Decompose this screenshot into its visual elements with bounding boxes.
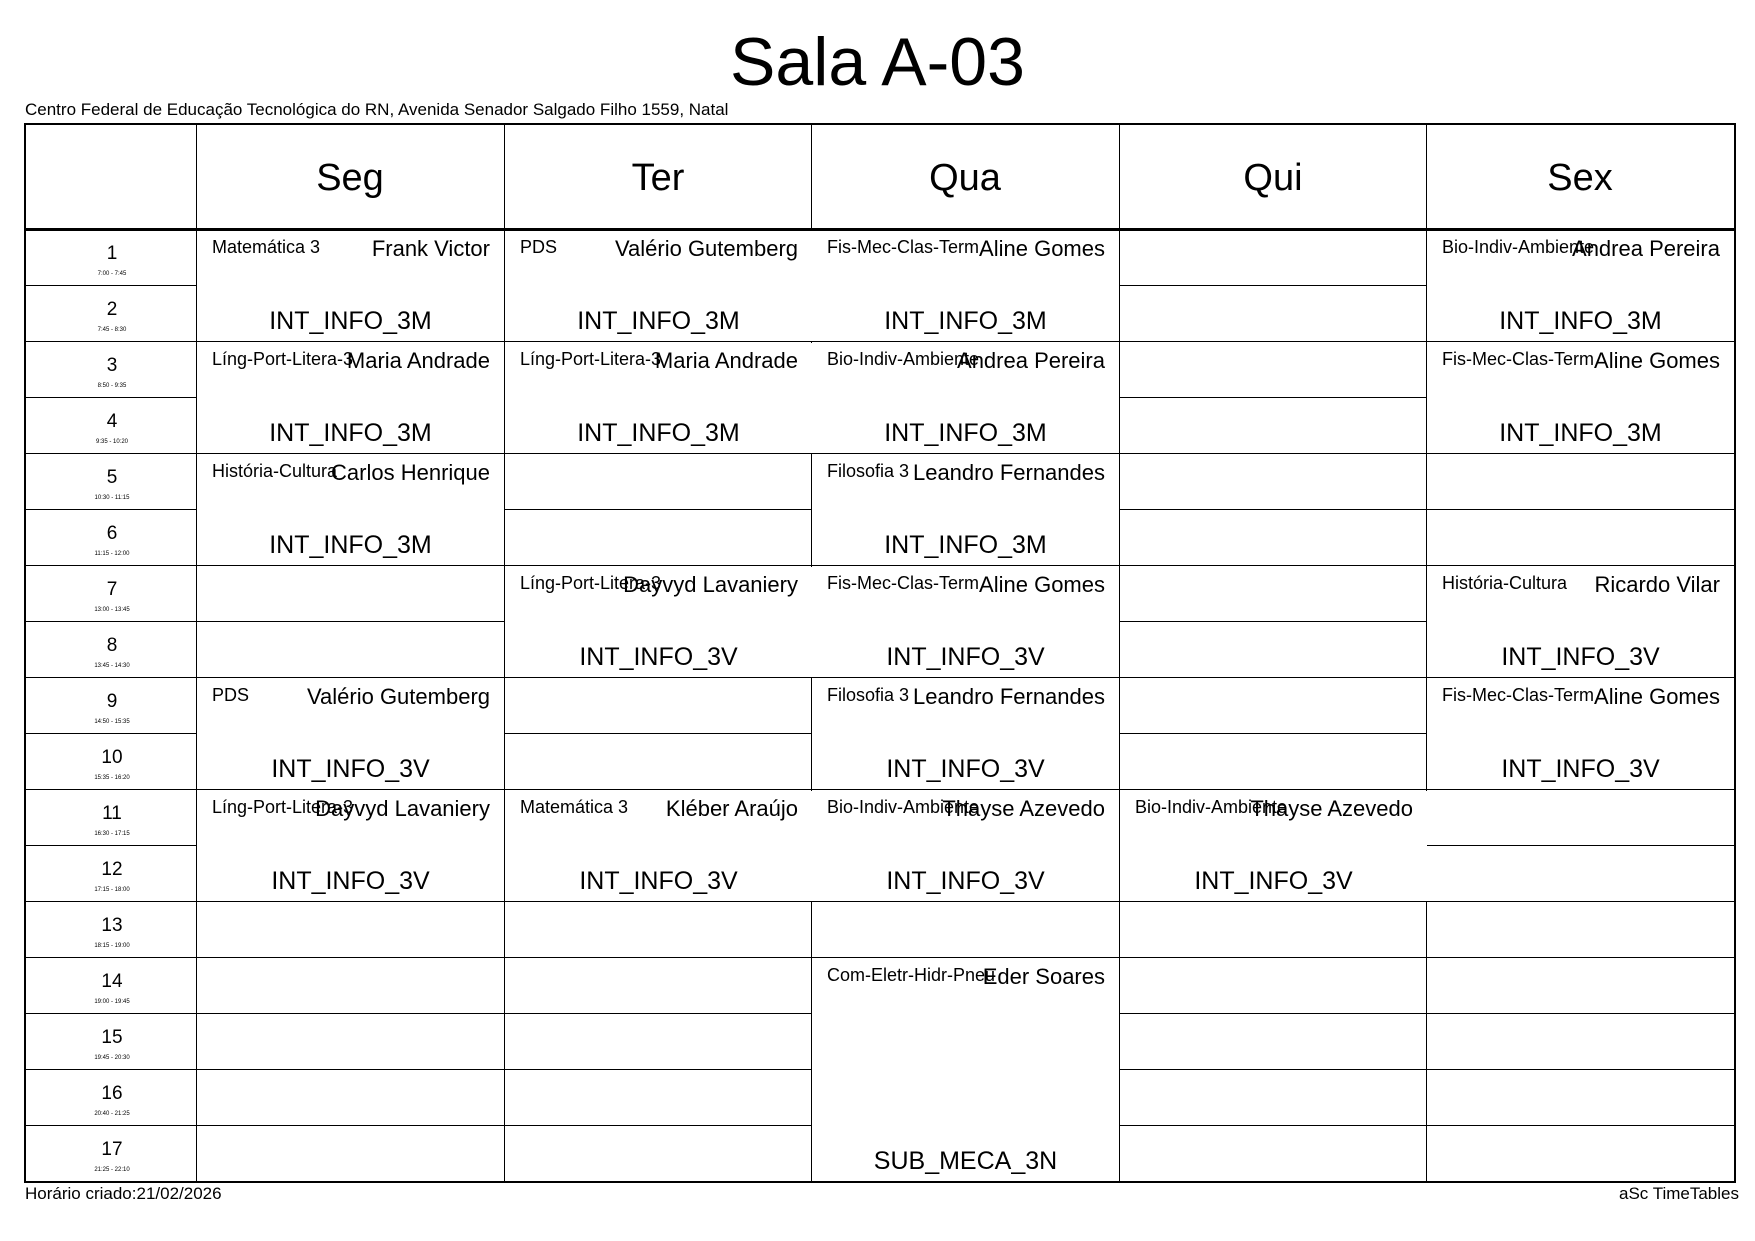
grid-row-line [26,901,1734,902]
period-cell [26,1069,198,1125]
lesson-teacher: Ricardo Vilar [1594,572,1720,597]
lesson-subject: Líng-Port-Litera-3 [520,349,662,369]
period-cell [26,509,198,565]
day-header-ter: Ter [631,156,685,199]
lesson-subject: História-Cultura [1442,573,1568,593]
lesson-card[interactable] [197,679,504,789]
lesson-subject: Filosofia 3 [827,685,910,705]
lesson-class: INT_INFO_3M [577,307,740,335]
lesson-subject: Fis-Mec-Clas-Term [1442,685,1594,705]
period-number: 16 [101,1083,123,1104]
period-number: 3 [106,355,118,376]
period-time: 16:30 - 17:15 [94,831,130,837]
lesson-card[interactable] [812,791,1119,901]
lesson-subject: Fis-Mec-Clas-Term [827,573,979,593]
lesson-class: INT_INFO_3V [1194,867,1353,895]
lesson-subject: Matemática 3 [520,797,629,817]
period-number: 14 [101,971,123,992]
lesson-class: INT_INFO_3M [884,307,1047,335]
lesson-class: INT_INFO_3V [1501,643,1660,671]
lesson-class: INT_INFO_3M [269,419,432,447]
period-time: 14:50 - 15:35 [94,719,130,725]
lesson-teacher: Dayvyd Lavaniery [315,796,490,821]
day-header-qui: Qui [1243,156,1303,199]
lesson-teacher: Frank Victor [371,236,490,261]
lesson-subject: PDS [520,237,558,257]
lesson-class: INT_INFO_3M [577,419,740,447]
lesson-teacher: Kléber Araújo [665,796,798,821]
lesson-card[interactable] [812,959,1119,1181]
lesson-card[interactable] [1120,791,1427,901]
lesson-card[interactable] [1427,567,1734,677]
lesson-class: INT_INFO_3V [886,755,1045,783]
lesson-subject: História-Cultura [212,461,338,481]
lesson-subject: Líng-Port-Litera-3 [212,797,354,817]
page-title: Sala A-03 [730,24,1025,100]
lesson-teacher: Andrea Pereira [957,348,1105,373]
lesson-subject: Matemática 3 [212,237,321,257]
period-number: 7 [106,579,118,600]
timetable-grid [24,123,1736,1183]
period-cell [26,901,198,957]
lesson-class: INT_INFO_3M [1499,307,1662,335]
day-header-sex: Sex [1547,156,1613,199]
lesson-teacher: Maria Andrade [654,348,798,373]
grid-column-line [1119,125,1120,1181]
lesson-teacher: Thayse Azevedo [942,796,1105,821]
lesson-card[interactable] [505,567,812,677]
lesson-card[interactable] [812,343,1119,453]
period-number: 2 [106,299,118,320]
lesson-subject: Fis-Mec-Clas-Term [827,237,979,257]
grid-row-line [26,957,1734,958]
lesson-teacher: Andrea Pereira [1572,236,1720,261]
lesson-class: INT_INFO_3V [271,867,430,895]
lesson-class: INT_INFO_3V [1501,755,1660,783]
lesson-teacher: Aline Gomes [1594,684,1720,709]
period-cell [26,1013,198,1069]
lesson-card[interactable] [505,791,812,901]
period-number: 15 [101,1027,123,1048]
period-time: 18:15 - 19:00 [94,943,130,949]
lesson-subject: Com-Eletr-Hidr-Pneu [827,965,996,985]
period-cell [26,285,198,341]
lesson-class: INT_INFO_3V [886,867,1045,895]
day-header-qua: Qua [929,156,1001,199]
period-cell [26,789,198,845]
lesson-card[interactable] [812,567,1119,677]
lesson-card[interactable] [1427,231,1734,341]
period-cell [26,845,198,901]
period-time: 21:25 - 22:10 [94,1167,130,1173]
period-cell [26,957,198,1013]
lesson-teacher: Maria Andrade [346,348,490,373]
period-cell [26,565,198,621]
period-time: 19:45 - 20:30 [94,1055,130,1061]
lesson-card[interactable] [1427,679,1734,789]
lesson-teacher: Valério Gutemberg [306,684,490,709]
grid-row-line [26,453,1734,454]
period-number: 10 [101,747,123,768]
period-number: 5 [106,467,118,488]
lesson-card[interactable] [505,343,812,453]
lesson-subject: Bio-Indiv-Ambiente [1442,237,1595,257]
lesson-teacher: Valério Gutemberg [614,236,798,261]
lesson-teacher: Aline Gomes [979,236,1105,261]
period-number: 12 [101,859,123,880]
period-cell [26,733,198,789]
period-number: 6 [106,523,118,544]
lesson-class: INT_INFO_3M [1499,419,1662,447]
period-number: 1 [106,243,118,264]
period-time: 15:35 - 16:20 [94,775,130,781]
lesson-teacher: Aline Gomes [979,572,1105,597]
period-time: 13:00 - 13:45 [94,607,130,613]
lesson-card[interactable] [1427,343,1734,453]
period-cell [26,621,198,677]
period-cell [26,453,198,509]
lesson-subject: Fis-Mec-Clas-Term [1442,349,1594,369]
lesson-teacher: Leandro Fernandes [912,684,1105,709]
lesson-class: INT_INFO_3V [579,867,738,895]
period-time: 19:00 - 19:45 [94,999,130,1005]
created-date: Horário criado:21/02/2026 [25,1184,222,1203]
lesson-class: SUB_MECA_3N [873,1147,1058,1175]
period-number: 17 [101,1139,123,1160]
period-time: 8:50 - 9:35 [97,383,127,389]
period-number: 8 [106,635,118,656]
grid-row-line [26,789,1734,790]
lesson-teacher: Thayse Azevedo [1250,796,1413,821]
lesson-class: INT_INFO_3M [269,307,432,335]
lesson-card[interactable] [505,231,812,341]
period-cell [26,397,198,453]
grid-row-line [26,565,1734,566]
lesson-class: INT_INFO_3V [579,643,738,671]
period-cell [26,341,198,397]
grid-row-line [26,677,1734,678]
period-time: 20:40 - 21:25 [94,1111,130,1117]
lesson-class: INT_INFO_3V [271,755,430,783]
period-cell [26,677,198,733]
period-time: 11:15 - 12:00 [94,551,130,557]
lesson-class: INT_INFO_3M [269,531,432,559]
period-cell [26,229,198,285]
lesson-card[interactable] [197,343,504,453]
lesson-teacher: Eder Soares [982,964,1105,989]
period-number: 11 [102,803,122,824]
period-time: 7:00 - 7:45 [97,271,127,277]
lesson-class: INT_INFO_3V [886,643,1045,671]
period-time: 7:45 - 8:30 [97,327,127,333]
lesson-teacher: Leandro Fernandes [912,460,1105,485]
period-time: 17:15 - 18:00 [94,887,130,893]
period-number: 4 [106,411,118,432]
period-number: 13 [101,915,123,936]
lesson-card[interactable] [812,455,1119,565]
lesson-subject: Filosofia 3 [827,461,910,481]
lesson-teacher: Dayvyd Lavaniery [623,572,798,597]
lesson-card[interactable] [812,679,1119,789]
day-header-seg: Seg [316,156,384,199]
lesson-card[interactable] [197,231,504,341]
lesson-card[interactable] [197,791,504,901]
period-time: 13:45 - 14:30 [94,663,130,669]
lesson-subject: Bio-Indiv-Ambiente [827,349,980,369]
school-address: Centro Federal de Educação Tecnológica do RN, Avenida Senador Salgado Filho 1559, Natal [25,100,729,119]
period-time: 10:30 - 11:15 [94,495,130,501]
period-time: 9:35 - 10:20 [95,439,129,445]
lesson-teacher: Aline Gomes [1594,348,1720,373]
lesson-class: INT_INFO_3M [884,419,1047,447]
grid-row-line [26,341,1734,342]
lesson-subject: Líng-Port-Litera-3 [520,573,662,593]
lesson-teacher: Carlos Henrique [331,460,490,485]
lesson-subject: PDS [212,685,250,705]
software-credit: aSc TimeTables [1619,1184,1739,1203]
lesson-subject: Bio-Indiv-Ambiente [827,797,980,817]
lesson-subject: Bio-Indiv-Ambiente [1135,797,1288,817]
period-number: 9 [106,691,118,712]
lesson-class: INT_INFO_3M [884,531,1047,559]
lesson-card[interactable] [197,455,504,565]
lesson-subject: Líng-Port-Litera-3 [212,349,354,369]
lesson-card[interactable] [812,231,1119,341]
period-cell [26,1125,198,1181]
